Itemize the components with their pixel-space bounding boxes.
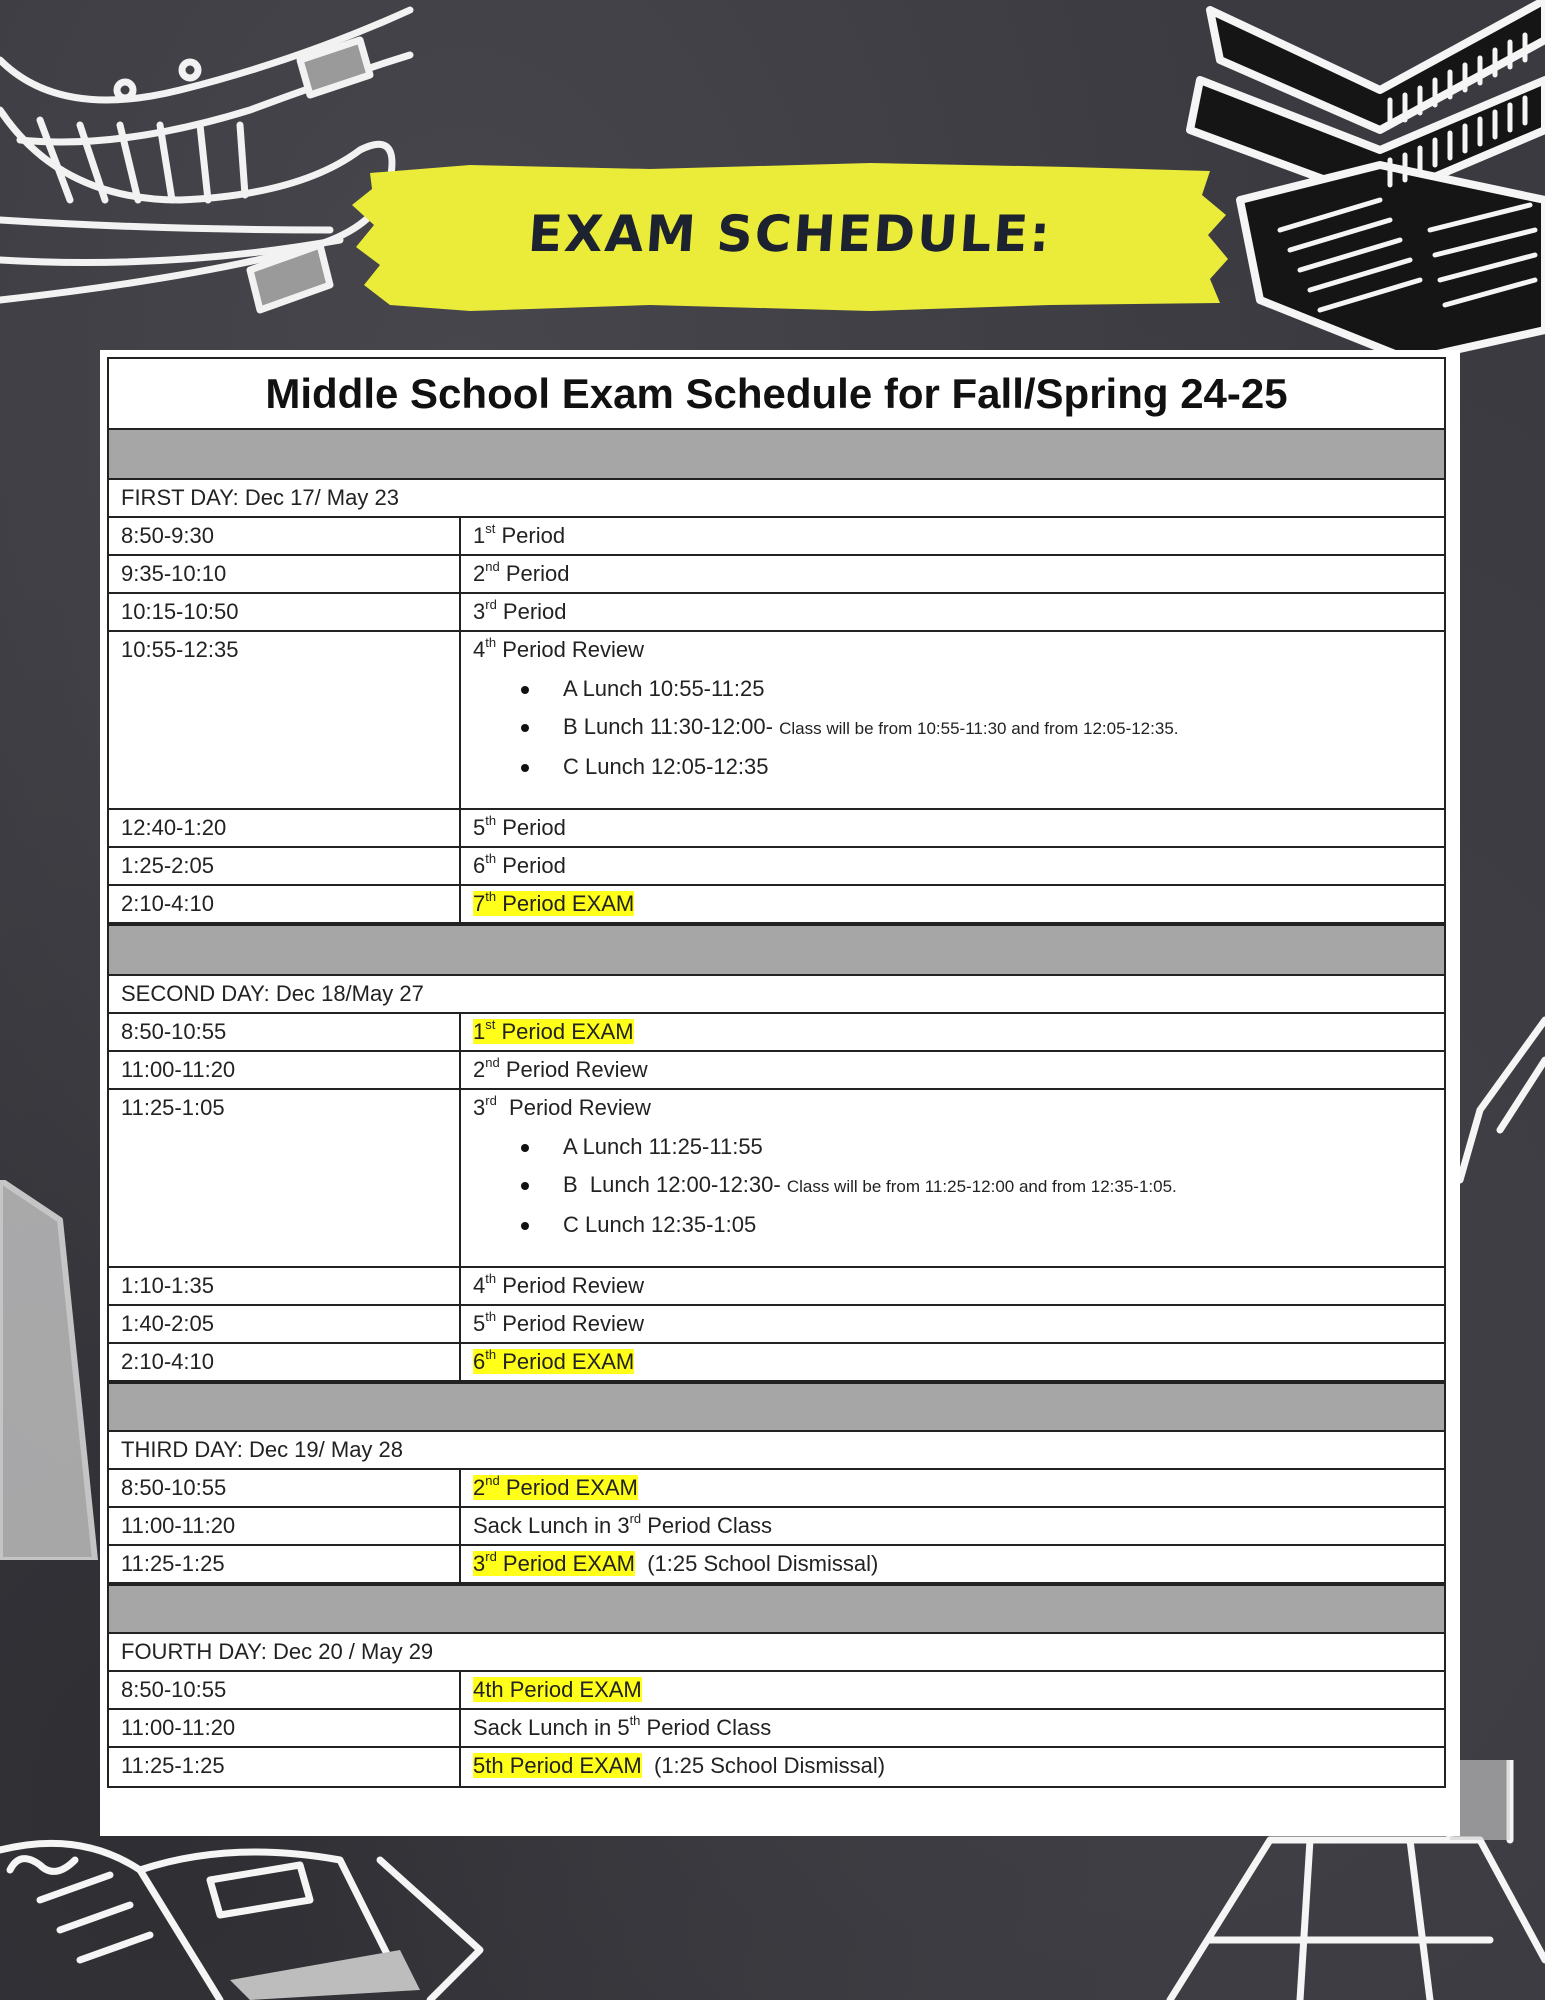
activity-cell: 3rd Period EXAM (1:25 School Dismissal) [473,1548,879,1576]
table-row [109,886,1444,924]
activity-cell: 3rd Period Review A Lunch 11:25-11:55 B Lunch 12:00-12:30- Class will be from 11:25-12:00 and from 12:35-1:05. C Lunch 12:35-1:05 [461,1090,1444,1266]
pencil-doodle-icon [0,1180,100,1560]
pencil-doodle-icon [1460,1000,1545,1200]
lunch-item: A Lunch 11:25-11:55 [521,1128,1444,1166]
day-header: FIRST DAY: Dec 17/ May 23 [109,480,1444,518]
table-row [109,518,1444,556]
lunch-list [521,1128,1444,1244]
spacer-row [109,924,1444,976]
table-row [109,1508,1444,1546]
time-cell: 8:50-10:55 [109,1672,461,1708]
activity-cell: 2nd Period Review [473,1054,648,1082]
exam-highlight: 1st Period EXAM [473,1016,634,1044]
activity-cell [461,1470,1444,1506]
table-row [109,810,1444,848]
time-cell: 9:35-10:10 [109,556,461,592]
time-cell: 2:10-4:10 [109,1344,461,1380]
activity-cell [461,1672,1444,1708]
activity-cell [461,886,1444,922]
time-cell: 2:10-4:10 [109,886,461,922]
activity-cell: 6th Period [473,850,566,878]
exam-highlight: 2nd Period EXAM [473,1472,638,1500]
table-row [109,1268,1444,1306]
schedule-paper [100,350,1460,1836]
activity-cell: 4th Period Review A Lunch 10:55-11:25 B Lunch 11:30-12:00- Class will be from 10:55-11:30 and from 12:05-12:35. C Lunch 12:05-12:35 [461,632,1444,808]
exam-highlight: 5th Period EXAM [473,1753,642,1778]
activity-cell [461,1014,1444,1050]
day-header: THIRD DAY: Dec 19/ May 28 [109,1432,1444,1470]
table-row [109,1344,1444,1382]
time-cell: 11:25-1:25 [109,1748,461,1786]
day-header: SECOND DAY: Dec 18/May 27 [109,976,1444,1014]
time-cell: 1:25-2:05 [109,848,461,884]
time-cell: 8:50-9:30 [109,518,461,554]
lunch-item: C Lunch 12:35-1:05 [521,1206,1444,1244]
time-cell: 10:15-10:50 [109,594,461,630]
spacer-row [109,1382,1444,1432]
activity-cell [461,1344,1444,1380]
activity-cell: 5th Period [473,812,566,840]
time-cell: 10:55-12:35 [109,632,461,808]
activity-cell: 2nd Period [473,558,570,586]
table-row [109,1090,1444,1268]
table-row [109,556,1444,594]
spacer-row [109,430,1444,480]
time-cell: 8:50-10:55 [109,1470,461,1506]
table-row [109,848,1444,886]
time-cell: 11:00-11:20 [109,1710,461,1746]
exam-highlight: 4th Period EXAM [473,1677,642,1702]
activity-cell: 4th Period Review [473,1270,645,1298]
time-cell: 11:00-11:20 [109,1052,461,1088]
activity-cell: 5th Period Review [473,1308,645,1336]
table-row [109,1470,1444,1508]
open-book-doodle-icon [0,1830,520,2000]
activity-cell: Sack Lunch in 5th Period Class [473,1712,772,1740]
table-row [109,1014,1444,1052]
time-cell: 1:40-2:05 [109,1306,461,1342]
lunch-list [521,670,1444,786]
activity-cell: 3rd Period [473,596,567,624]
document-title: Middle School Exam Schedule for Fall/Spring 24-25 [109,359,1444,430]
time-cell: 1:10-1:35 [109,1268,461,1304]
time-cell: 12:40-1:20 [109,810,461,846]
exam-highlight: 6th Period EXAM [473,1346,635,1374]
time-cell: 11:00-11:20 [109,1508,461,1544]
banner-title: EXAM SCHEDULE: [526,205,1054,263]
table-row [109,594,1444,632]
exam-highlight: 7th Period EXAM [473,888,635,916]
table-row [109,1672,1444,1710]
lunch-item: B Lunch 12:00-12:30- Class will be from 11:25-12:00 and from 12:35-1:05. [521,1166,1444,1206]
table-row [109,1710,1444,1748]
schedule-table [107,357,1446,1788]
lunch-item: C Lunch 12:05-12:35 [521,748,1444,786]
time-cell: 11:25-1:05 [109,1090,461,1266]
exam-highlight: 3rd Period EXAM [473,1548,635,1576]
activity-cell: 5th Period EXAM (1:25 School Dismissal) [473,1753,886,1778]
table-row [109,632,1444,810]
activity-cell: Sack Lunch in 3rd Period Class [473,1510,772,1538]
lunch-item: B Lunch 11:30-12:00- Class will be from 10:55-11:30 and from 12:05-12:35. [521,708,1444,748]
time-cell: 11:25-1:25 [109,1546,461,1582]
spacer-row [109,1584,1444,1634]
time-cell: 8:50-10:55 [109,1014,461,1050]
table-row [109,1748,1444,1786]
lunch-item: A Lunch 10:55-11:25 [521,670,1444,708]
title-banner [350,155,1230,315]
table-row [109,1052,1444,1090]
table-row [109,1306,1444,1344]
table-row [109,1546,1444,1584]
book-stack-doodle-icon [1180,0,1545,360]
day-header: FOURTH DAY: Dec 20 / May 29 [109,1634,1444,1672]
activity-cell: 1st Period [473,520,566,548]
